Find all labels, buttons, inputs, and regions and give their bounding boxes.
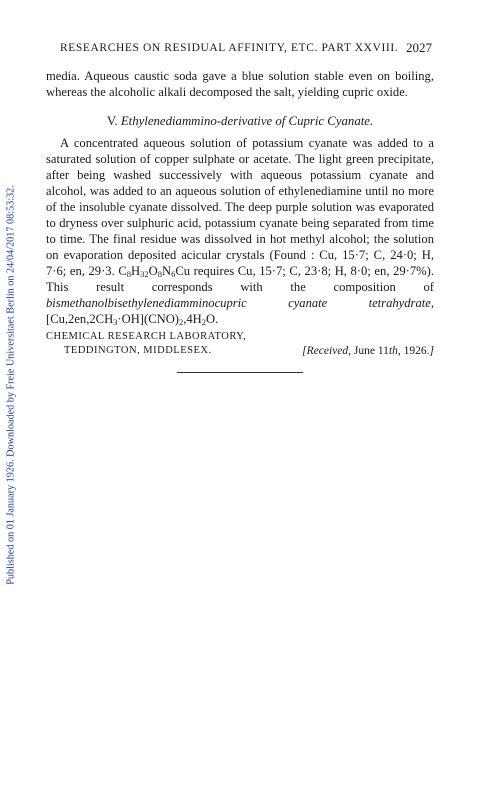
download-watermark — [4, 40, 18, 730]
section-title: Ethylenediammino-derivative of Cupric Cyanate. — [120, 114, 374, 128]
compound-formula: $[Cu,2en,2CH_3\cdot OH](CNO)_2,4H_2O$. — [46, 312, 219, 327]
page-body — [46, 68, 434, 373]
paragraph-continued: media. Aqueous caustic soda gave a blue solution stable even on boiling, whereas the alcoholic alkali decomposed the salt, yielding cupric oxide. — [46, 69, 434, 99]
end-rule — [177, 372, 303, 373]
page-number: 2027 — [406, 40, 432, 55]
download-notice: Published on 01 January 1926. Downloaded by Freie Universitaet Berlin on 24/04/2017 08:53:32. — [5, 185, 17, 585]
received-note: [Received, June 11th, 1926.] — [302, 345, 434, 357]
running-title: RESEARCHES ON RESIDUAL AFFINITY, ETC. PART XXVIII. — [60, 42, 399, 54]
paragraph-preparation — [46, 135, 434, 327]
preparation-text: A concentrated aqueous solution of potassium cyanate was added to a saturated solution of copper sulphate or acetate. The light green precipitate, after being washed successively with aqueous potassium cyanate and alcohol, was added to an aqueous solution of ethylenediamine until no more of the insoluble cyanate dissolved. The deep purple solution was evaporated to dryness over sulphuric acid, potassium cyanate being separated from time to time. The final residue was dissolved in hot methyl alcohol; the solution on evaporation deposited acicular crystals (Found : Cu, 15·7; C, 24·0; H, 7·6; en, 29·3. — [46, 136, 434, 278]
compound-name: bismethanolbisethylenediamminocupric cyanate tetrahydrate, — [46, 296, 434, 310]
received-date: June 11th, 1926. — [353, 345, 430, 357]
lab-location: TEDDINGTON, MIDDLESEX. — [64, 345, 212, 356]
lab-name: CHEMICAL RESEARCH LABORATORY, — [46, 331, 247, 342]
analysis-text: requires Cu, 15·7; C, 23·8; H, 8·0; en, 29·7%). This result corresponds with the composition of — [46, 264, 434, 294]
laboratory-address — [46, 330, 434, 358]
received-label: Received, — [306, 345, 352, 357]
empirical-formula: $C_8H_{32}O_8N_6Cu$ — [118, 264, 191, 279]
section-number: V. — [106, 114, 118, 128]
section-heading — [46, 113, 434, 129]
